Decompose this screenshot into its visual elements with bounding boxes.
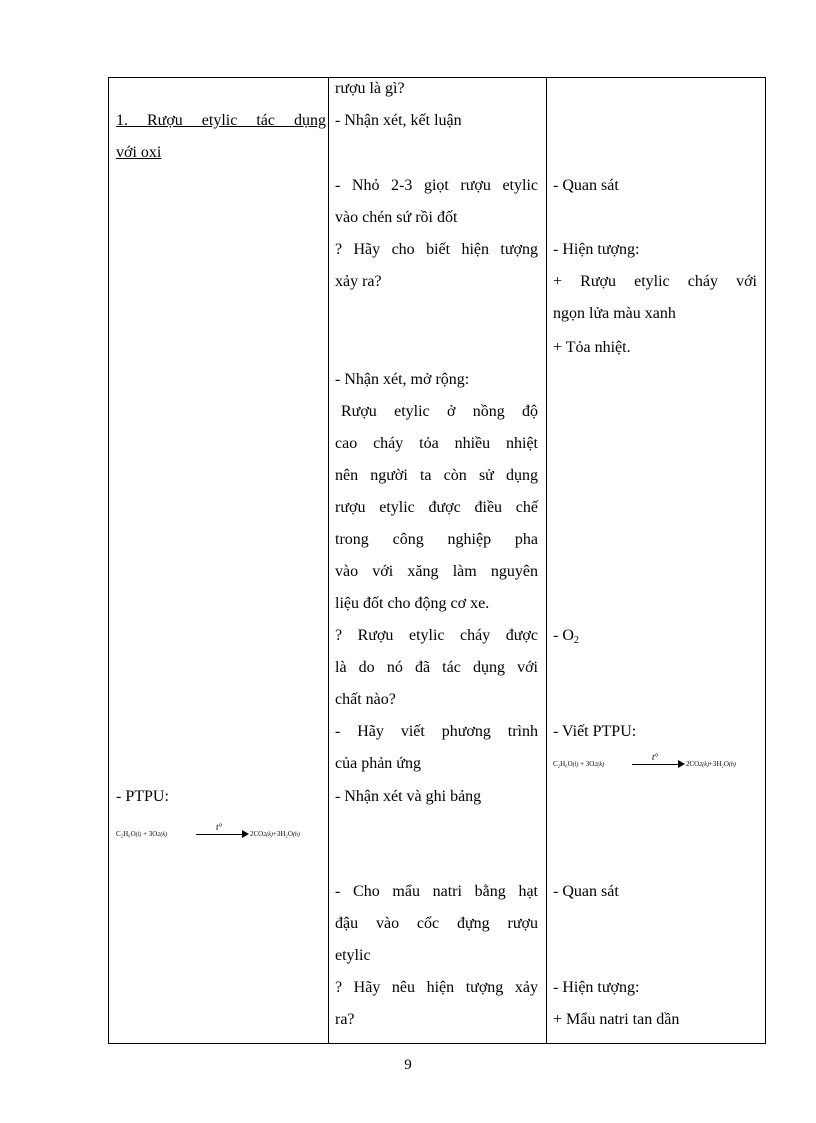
col2-line-25: ra? <box>335 1011 355 1028</box>
col2-line-16: là do nó đã tác dụng với <box>335 659 538 676</box>
col2-line-22: đậu vào cốc đựng rượu <box>335 915 538 932</box>
col2-line-24: ? Hãy nêu hiện tượng xảy <box>335 979 538 996</box>
reaction-arrow-col3 <box>632 764 680 765</box>
col3-line-7: - Quan sát <box>553 883 619 900</box>
equation-reactants-col3: C₂H₆O(l) + 3O2(k) <box>553 760 605 768</box>
equation-products: 2CO2(k)+3H₂O(h) <box>250 830 300 838</box>
col2-line-9: cao cháy tỏa nhiều nhiệt <box>335 435 538 452</box>
col2-line-1: rượu là gì? <box>335 80 405 97</box>
col2-line-8: Rượu etylic ở nồng độ <box>341 403 538 420</box>
col2-line-15: ? Rượu etylic cháy được <box>335 627 538 644</box>
col3-line-4: ngọn lửa màu xanh <box>553 305 676 322</box>
heat-condition: t° <box>216 822 223 832</box>
reaction-equation-col3 <box>553 752 763 772</box>
arrow-head-icon <box>678 760 685 768</box>
col3-line-5: + Tỏa nhiệt. <box>553 339 631 356</box>
reaction-arrow <box>196 834 244 835</box>
col2-line-6: xảy ra? <box>335 273 382 290</box>
col2-line-21: - Cho mẩu natri bằng hạt <box>335 883 538 900</box>
col3-line-6: - Viết PTPU: <box>553 723 637 740</box>
col2-line-4: vào chén sứ rồi đốt <box>335 209 458 226</box>
col3-oxygen-answer: - $O_2$ <box>553 627 579 646</box>
col3-line-2: - Hiện tượng: <box>553 241 640 258</box>
col2-line-17: chất nào? <box>335 691 396 708</box>
col2-line-3: - Nhỏ 2-3 giọt rượu etylic <box>335 177 538 194</box>
column-divider-1 <box>328 78 329 1043</box>
col2-line-5: ? Hãy cho biết hiện tượng <box>335 241 538 258</box>
col2-line-18: - Hãy viết phương trình <box>335 723 538 740</box>
col3-line-3: + Rượu etylic cháy với <box>553 273 757 290</box>
equation-products-col3: 2CO2(k)+3H₂O(h) <box>686 760 736 768</box>
col2-line-14: liệu đốt cho động cơ xe. <box>335 595 490 612</box>
column-divider-2 <box>546 78 547 1043</box>
section-heading-line1: 1. Rượu etylic tác dụng <box>116 112 326 129</box>
col2-line-7: - Nhận xét, mở rộng: <box>335 371 470 388</box>
section-heading-line2: với oxi <box>116 144 162 161</box>
page-number: 9 <box>404 1057 412 1073</box>
reaction-equation-col1 <box>116 822 326 842</box>
col2-line-11: rượu etylic được điều chế <box>335 499 538 516</box>
col2-line-2: - Nhận xét, kết luận <box>335 112 462 129</box>
col2-line-20: - Nhận xét và ghi bảng <box>335 788 482 805</box>
arrow-head-icon <box>242 830 249 838</box>
col2-line-13: vào với xăng làm nguyên <box>335 563 538 580</box>
col2-line-19: của phản ứng <box>335 755 421 772</box>
col3-line-8: - Hiện tượng: <box>553 979 640 996</box>
col3-line-1: - Quan sát <box>553 177 619 194</box>
col2-line-12: trong công nghiệp pha <box>335 531 538 548</box>
equation-reactants: C₂H₆O(l) + 3O2(k) <box>116 830 168 838</box>
heat-condition-col3: t° <box>652 752 659 762</box>
col3-line-9: + Mẩu natri tan dần <box>553 1011 680 1028</box>
col2-line-10: nên người ta còn sử dụng <box>335 467 538 484</box>
col2-line-23: etylic <box>335 947 371 964</box>
ptpu-label: - PTPU: <box>116 788 169 805</box>
